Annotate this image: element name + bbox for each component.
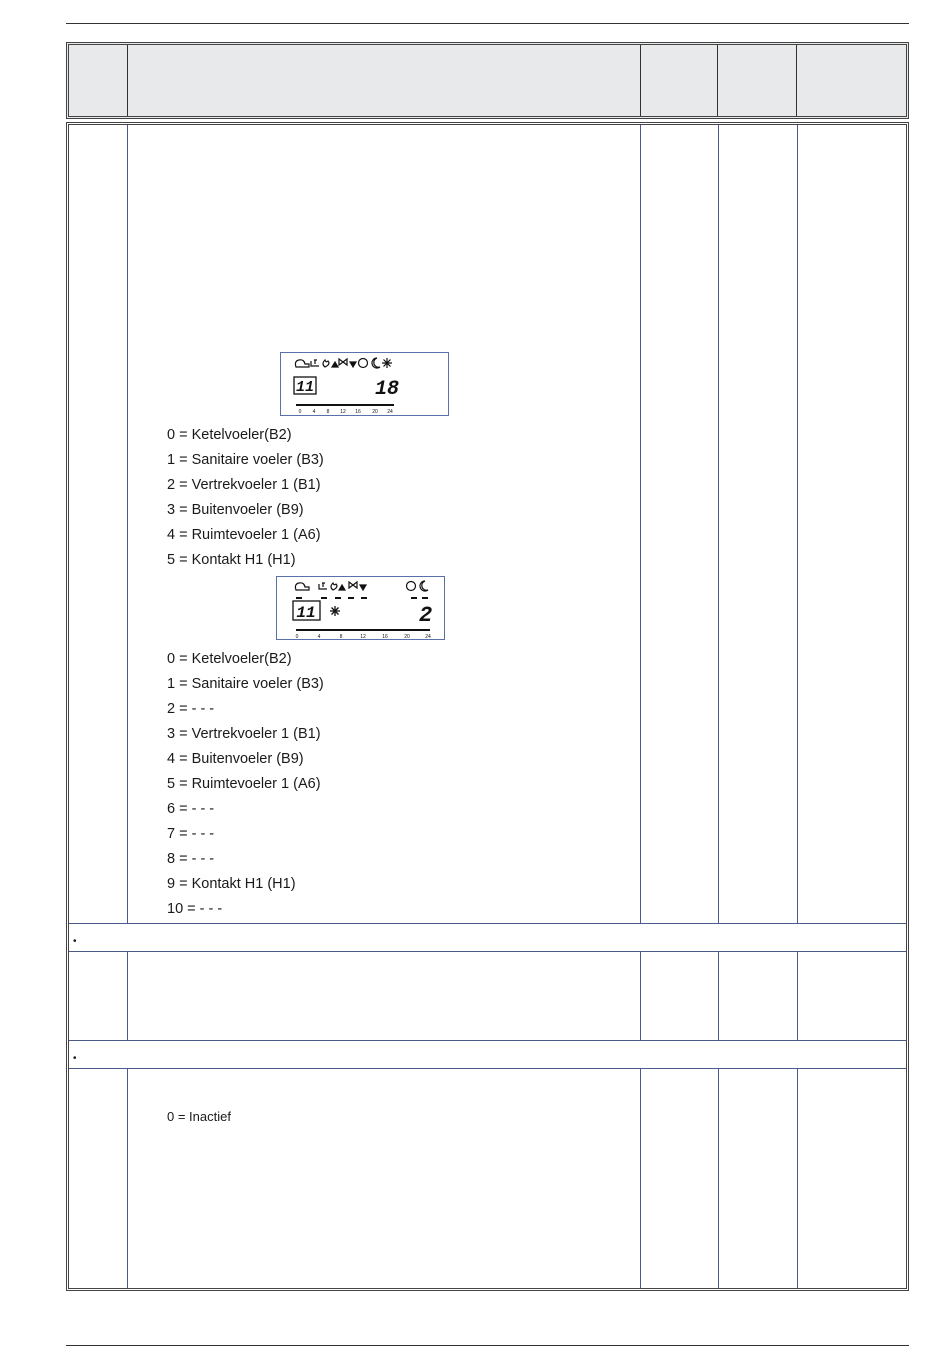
column-divider <box>640 125 641 923</box>
snowflake-icon <box>330 606 340 616</box>
list-item: 3 = Vertrekvoeler 1 (B1) <box>167 726 321 742</box>
top-rule <box>66 23 909 24</box>
fan-icon <box>349 582 357 588</box>
column-divider <box>797 1068 798 1288</box>
header-divider <box>640 45 641 116</box>
snowflake-icon <box>382 358 392 368</box>
scale-tick: 16 <box>382 634 388 639</box>
tap-icon <box>311 360 319 366</box>
scale-tick: 8 <box>326 409 330 415</box>
column-divider <box>640 951 641 1040</box>
section-bullet: • <box>73 1053 77 1064</box>
param-code: 11 <box>295 379 315 396</box>
scale-tick: 20 <box>404 634 410 639</box>
arrow-down-icon <box>350 362 356 367</box>
param-code: 11 <box>296 604 316 622</box>
list-item: 7 = - - - <box>167 826 215 842</box>
header-divider <box>717 45 718 116</box>
column-divider <box>127 1068 128 1288</box>
fan-icon <box>339 359 347 365</box>
lcd-display-1 <box>280 352 449 416</box>
param-value: 18 <box>375 378 400 401</box>
scale-tick: 4 <box>317 634 321 639</box>
list-item: 0 = Ketelvoeler(B2) <box>167 427 292 443</box>
row-divider <box>69 951 906 952</box>
column-divider <box>718 125 719 923</box>
clock-icon <box>359 359 368 368</box>
scale-tick: 4 <box>312 409 316 415</box>
list-item: 1 = Sanitaire voeler (B3) <box>167 676 324 692</box>
column-divider <box>718 1068 719 1288</box>
scale-tick: 12 <box>360 634 366 639</box>
list-item: 0 = Ketelvoeler(B2) <box>167 651 292 667</box>
header-divider <box>127 45 128 116</box>
row-divider <box>69 1040 906 1041</box>
tap-icon <box>319 583 327 589</box>
list-item: 5 = Ruimtevoeler 1 (A6) <box>167 776 321 792</box>
clock-icon <box>407 582 416 591</box>
moon-icon <box>420 581 428 591</box>
list-item: 4 = Ruimtevoeler 1 (A6) <box>167 527 321 543</box>
lcd-display-2 <box>276 576 445 640</box>
column-divider <box>127 951 128 1040</box>
column-divider <box>797 951 798 1040</box>
scale-tick: 24 <box>387 409 393 415</box>
list-item: 10 = - - - <box>167 901 223 917</box>
section-bullet: • <box>73 936 77 947</box>
scale-tick: 24 <box>425 634 431 639</box>
list-item: 5 = Kontakt H1 (H1) <box>167 552 296 568</box>
flame-icon <box>323 360 329 367</box>
table-header <box>66 42 909 119</box>
list-item: 6 = - - - <box>167 801 215 817</box>
scale-tick: 0 <box>298 409 302 415</box>
option-list-2 <box>167 647 324 922</box>
list-item: 2 = Vertrekvoeler 1 (B1) <box>167 477 321 493</box>
list-item: 2 = - - - <box>167 701 215 717</box>
moon-icon <box>372 358 380 368</box>
list-item: 8 = - - - <box>167 851 215 867</box>
param-value: 2 <box>419 603 433 628</box>
scale-tick: 8 <box>339 634 343 639</box>
row-divider <box>69 923 906 924</box>
list-item: 3 = Buitenvoeler (B9) <box>167 502 304 518</box>
scale-tick: 20 <box>372 409 378 415</box>
scale-tick: 0 <box>295 634 299 639</box>
arrow-down-icon <box>360 585 366 590</box>
list-item: 1 = Sanitaire voeler (B3) <box>167 452 324 468</box>
arrow-up-icon <box>332 362 338 367</box>
scale-tick: 12 <box>340 409 346 415</box>
row-divider <box>69 1068 906 1069</box>
arrow-up-icon <box>339 585 345 590</box>
column-divider <box>127 125 128 923</box>
radiator-icon <box>295 360 309 367</box>
scale-tick: 16 <box>355 409 361 415</box>
column-divider <box>797 125 798 923</box>
option-inactive: 0 = Inactief <box>167 1109 231 1124</box>
bottom-rule <box>66 1345 909 1346</box>
radiator-icon <box>295 583 309 590</box>
list-item: 9 = Kontakt H1 (H1) <box>167 876 296 892</box>
header-divider <box>796 45 797 116</box>
list-item: 4 = Buitenvoeler (B9) <box>167 751 304 767</box>
flame-icon <box>331 583 337 590</box>
option-list-1 <box>167 423 324 573</box>
column-divider <box>718 951 719 1040</box>
column-divider <box>640 1068 641 1288</box>
parameter-table <box>66 122 909 1291</box>
